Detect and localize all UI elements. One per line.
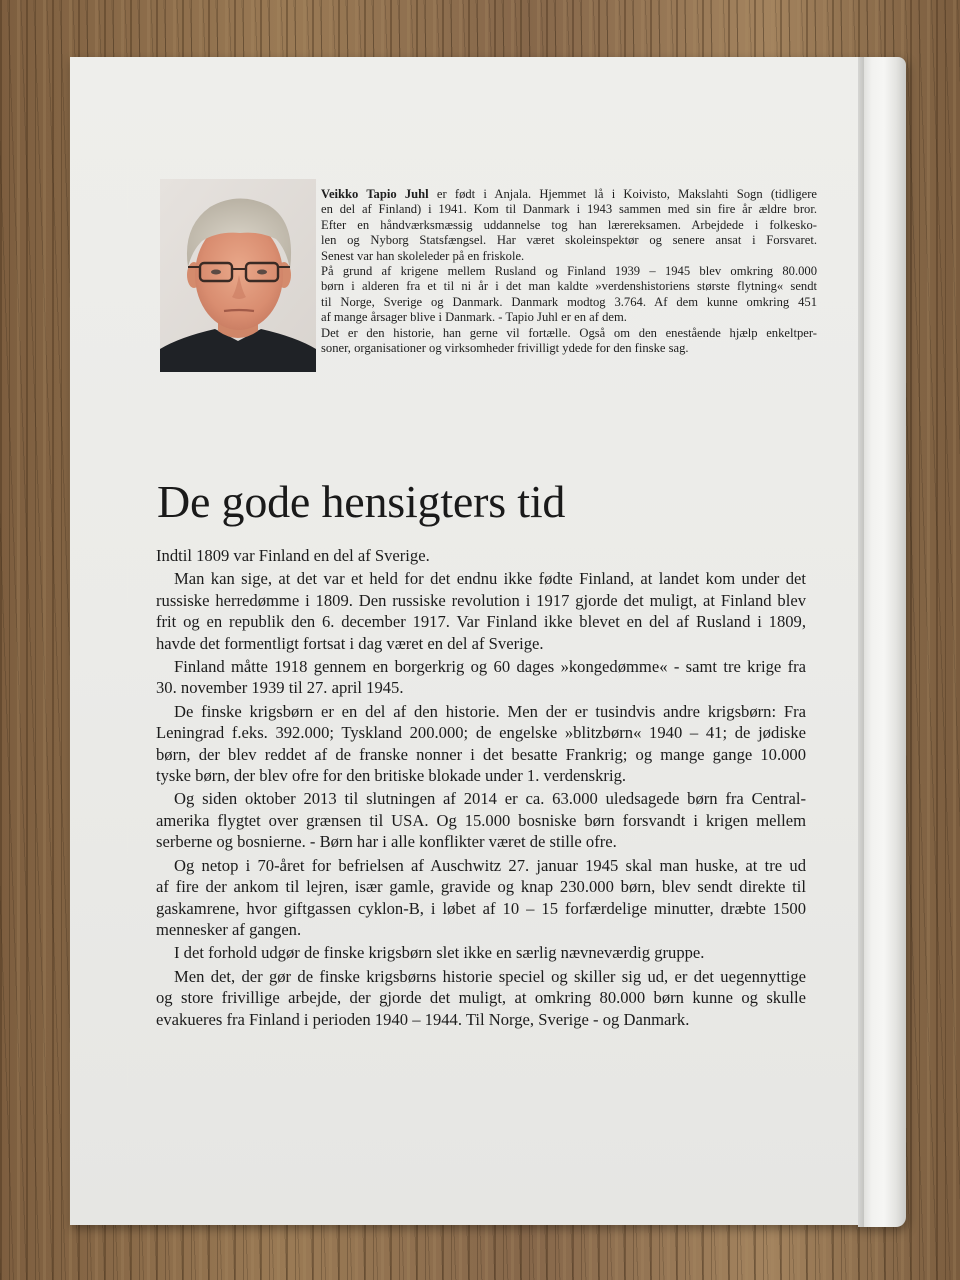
blurb-paragraph	[156, 701, 806, 787]
author-bio	[321, 187, 817, 356]
blurb-paragraph	[156, 568, 806, 654]
blurb-line: gaskamrene, hvor giftgassen cyklon-B, i løbet af 10 – 15 forfærdelige minutter, dræbte 1500	[156, 898, 806, 918]
blurb-line: Man kan sige, at det var et held for det endnu ikke fødte Finland, at landet kom under det	[174, 569, 806, 589]
blurb-paragraph	[156, 656, 806, 699]
book	[70, 57, 906, 1227]
blurb-line: 30. november 1939 til 27. april 1945.	[156, 678, 404, 698]
blurb-line: evakueres fra Finland i perioden 1940 – 1944. Til Norge, Sverige - og Danmark.	[156, 1009, 690, 1029]
bio-line: Senest var han skoleleder på en friskole.	[321, 248, 525, 263]
bio-line: len og Nyborg Statsfængsel. Har været skoleinspektør og senere ansat i Forsvaret.	[321, 233, 817, 248]
blurb-paragraph	[156, 855, 806, 941]
book-title: De gode hensigters tid	[157, 476, 566, 527]
blurb-line: De finske krigsbørn er en del af den historie. Men der er tusindvis andre krigsbørn: Fra	[174, 701, 806, 721]
book-spine	[858, 57, 906, 1227]
author-name: Veikko Tapio Juhl	[321, 187, 429, 201]
blurb-line: tyske børn, der blev ofre for den britiske blokade under 1. verdenskrig.	[156, 766, 627, 786]
portrait-image	[160, 179, 316, 372]
blurb-line: børn, der blev reddet af de franske nonner i det besatte Frankrig; og mange gange 10.000	[156, 744, 806, 764]
bio-line: til Norge, Sverige og Danmark. Danmark modtog 3.764. Af dem kunne omkring 451	[321, 294, 817, 309]
bio-line: af mange årsager blive i Danmark. - Tapio Juhl er en af dem.	[321, 310, 627, 325]
bio-line: På grund af krigene mellem Rusland og Finland 1939 – 1945 blev omkring 80.000	[321, 264, 817, 279]
blurb-line: Indtil 1809 var Finland en del af Sverige.	[156, 546, 430, 565]
blurb	[156, 545, 806, 1032]
bio-line: Det er den historie, han gerne vil fortælle. Også om den enestående hjælp enkeltper-	[321, 325, 817, 340]
bio-line: børn i alderen fra et til ni år i det man kaldte »verdenshistoriens største flytning« sendt	[321, 279, 817, 294]
blurb-paragraph	[156, 942, 806, 963]
author-photo	[160, 179, 316, 372]
blurb-line: Leningrad f.eks. 392.000; Tyskland 200.000; de engelske »blitzbørn« 1940 – 41; de jødiske	[156, 723, 806, 743]
blurb-line: af fire der ankom til lejren, især gamle, gravide og knap 230.000 børn, blev sendt direkte til	[156, 877, 806, 897]
blurb-paragraph	[156, 788, 806, 852]
blurb-line: russiske herredømme i 1809. Den russiske revolution i 1917 gjorde det muligt, at Finland blev	[156, 590, 806, 610]
blurb-line: Finland måtte 1918 gennem en borgerkrig og 60 dages »kongedømme« - samt tre krige fra	[174, 657, 806, 677]
blurb-line: serberne og bosnierne. - Børn har i alle konflikter været de stille ofre.	[156, 832, 617, 852]
blurb-line: Og netop i 70-året for befrielsen af Auschwitz 27. januar 1945 skal man huske, at tre ud	[174, 855, 806, 875]
blurb-line: Og siden oktober 2013 til slutningen af 2014 er ca. 63.000 uledsagede børn fra Central-	[174, 789, 806, 809]
bio-line: Efter en håndværksmæssig uddannelse tog han lærereksamen. Arbejdede i folkesko-	[321, 217, 817, 232]
bio-line: Veikko Tapio Juhl er født i Anjala. Hjemmet lå i Koivisto, Makslahti Sogn (tidligere	[321, 187, 817, 201]
blurb-line: havde det formentligt fortsat i dag været en del af Sverige.	[156, 633, 544, 653]
blurb-line: og store frivillige arbejde, der gjorde det muligt, at omkring 80.000 børn kunne og skulle	[156, 988, 806, 1008]
blurb-line: amerika flygtet over grænsen til USA. Og 15.000 bosniske børn forsvandt i krigen mellem	[156, 810, 806, 830]
blurb-line: frit og en republik den 6. december 1917. Var Finland ikke blevet en del af Rusland i 1809,	[156, 612, 806, 632]
back-cover	[70, 57, 858, 1225]
blurb-paragraph	[156, 545, 806, 566]
bio-line: soner, organisationer og virksomheder frivilligt ydede for den finske sag.	[321, 341, 689, 356]
bio-line: en del af Finland) i 1941. Kom til Danmark i 1943 sammen med sin fire år ældre bror.	[321, 202, 817, 217]
blurb-line: I det forhold udgør de finske krigsbørn slet ikke en særlig nævneværdig gruppe.	[174, 943, 705, 963]
spine-hinge	[858, 57, 864, 1227]
blurb-paragraph	[156, 966, 806, 1030]
blurb-line: mennesker af gangen.	[156, 919, 302, 939]
blurb-line: Men det, der gør de finske krigsbørns historie speciel og skiller sig ud, er det uegennyttige	[174, 966, 806, 986]
